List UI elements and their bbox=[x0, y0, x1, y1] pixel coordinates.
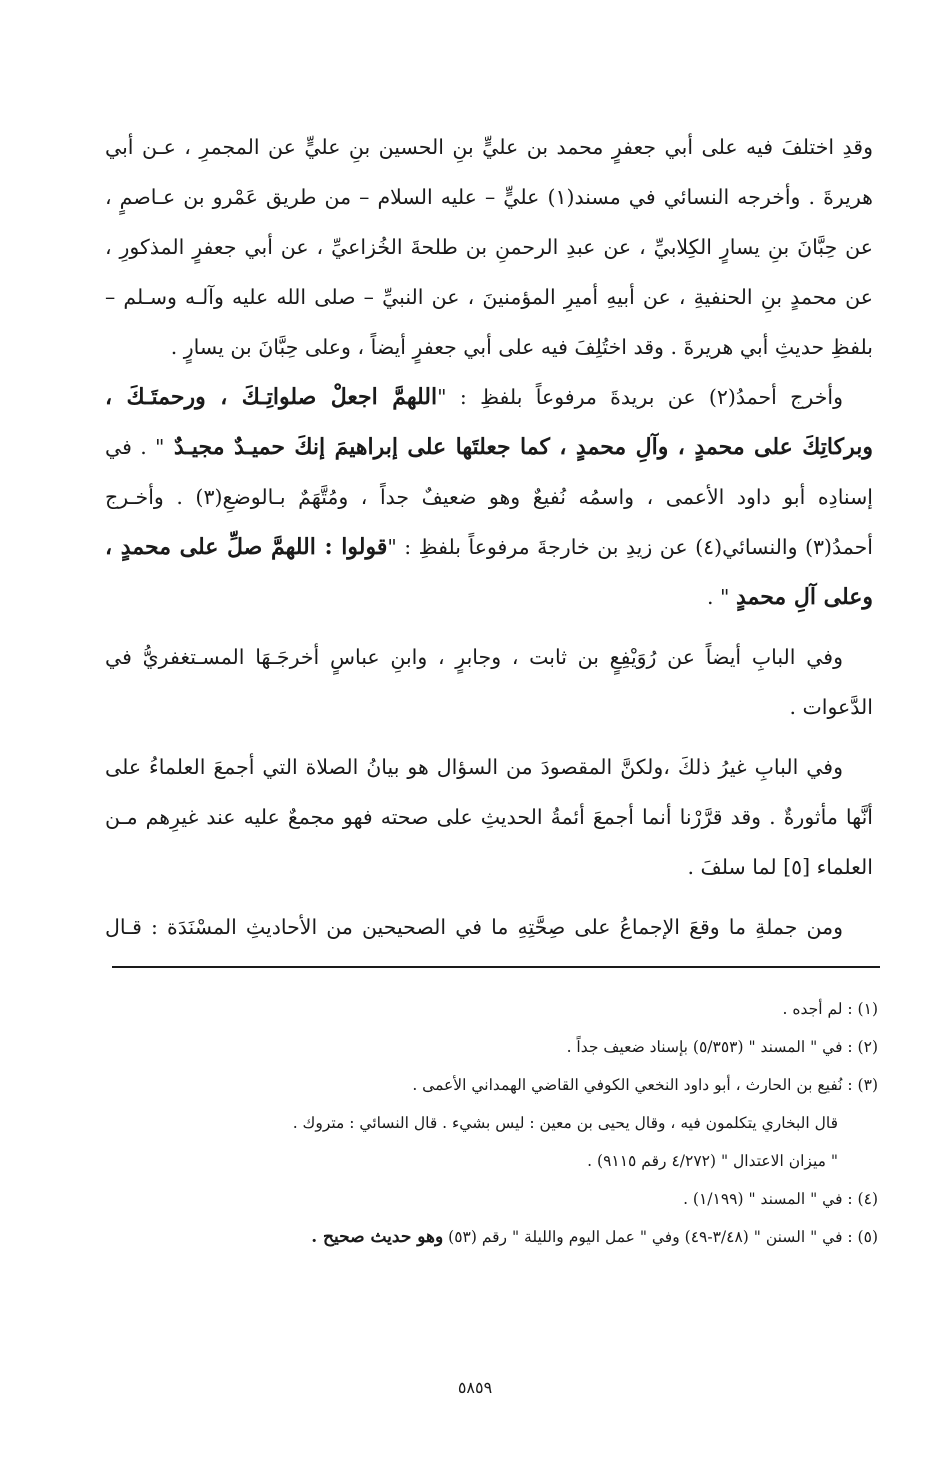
text-line: إسنادِه أبو داود الأعمى ، واسمُه نُفيعٌ وهو ضعيفٌ جداً ، ومُتَّهَمٌ بـالوضعِ(٣) . وأخـرج bbox=[105, 485, 873, 509]
footnote-item: (٢) : في " المسند " (٥/٣٥٣) بإسناد ضعيف جداً . bbox=[566, 1038, 878, 1056]
main-text-body bbox=[105, 122, 873, 952]
text-line: عن محمدٍ بنِ الحنفيةِ ، عن أبيهِ أميرِ المؤمنينَ ، عن النبيِّ – صلى الله عليه وآلـه وسـلم – bbox=[105, 285, 873, 309]
text-line: بلفظِ حديثِ أبي هريرةَ . وقد اختُلِفَ فيه على أبي جعفرٍ أيضاً ، وعلى حِبَّانَ بن يسارٍ . bbox=[170, 335, 873, 359]
page-number: ٥٨٥٩ bbox=[457, 1378, 493, 1397]
text-segment: وأخرج أحمدُ(٢) عن بريدةَ مرفوعاً بلفظِ : " bbox=[437, 385, 843, 409]
hadith-quote: اللهمَّ اجعلْ صلواتِـكَ ، ورحمتَـكَ ، bbox=[105, 384, 438, 410]
footnotes bbox=[105, 990, 878, 1256]
text-line: وفي البابِ غيرُ ذلكَ ،ولكنَّ المقصودَ من السؤال هو بيانُ الصلاة التي أجمعَ العلماءُ على bbox=[105, 755, 843, 779]
text-line: ومن جملةِ ما وقعَ الإجماعُ على صِحَّتِهِ ما في الصحيحين من الأحاديثِ المسْنَدَة : قـال bbox=[105, 915, 843, 939]
hadith-quote: وعلى آلِ محمدٍ bbox=[735, 584, 873, 610]
text-line: وفي البابِ أيضاً عن رُوَيْفِعٍ بن ثابت ، وجابرٍ ، وابنِ عباسٍ أخرجَـهَا المسـتغفريُّ في bbox=[105, 645, 843, 669]
footnote-verdict: وهو حديث صحيح . bbox=[311, 1227, 444, 1247]
footnote-continuation: " ميزان الاعتدال " (٤/٢٧٢ رقم ٩١١٥) . bbox=[587, 1152, 838, 1170]
footnote-item: (٤) : في " المسند " (١/١٩٩) . bbox=[683, 1190, 878, 1208]
text-line: هريرةَ . وأخرجه النسائي في مسند(١) عليٍّ – عليه السلام – من طريق عَمْرو بن عـاصمٍ ، bbox=[105, 185, 873, 209]
hadith-quote: قولوا : اللهمَّ صلِّ على محمدٍ ، bbox=[105, 534, 388, 560]
text-segment: أحمدُ(٣) والنسائي(٤) عن زيدِ بن خارجةَ مرفوعاً بلفظِ : " bbox=[387, 535, 873, 559]
hadith-quote: وبركاتِكَ على محمدٍ ، وآلِ محمدٍ ، كما جعلتَها على إبراهيمَ إنكَ حميـدٌ مجيـدٌ bbox=[173, 434, 873, 460]
text-segment: " . في bbox=[105, 435, 165, 459]
footnote-item: (٣) : نُفيع بن الحارث ، أبو داود النخعي الكوفي القاضي الهمداني الأعمى . bbox=[412, 1076, 878, 1094]
footnote-item bbox=[105, 1218, 878, 1256]
text-line: العلماء [٥] لما سلفَ . bbox=[687, 855, 873, 879]
text-line: عن حِبَّانَ بنِ يسارٍ الكِلابيِّ ، عن عبدِ الرحمنِ بن طلحةَ الخُزاعيِّ ، عن أبي جعفرٍ المذكورِ ، bbox=[105, 235, 873, 259]
text-line: وقدِ اختلفَ فيه على أبي جعفرٍ محمد بن عليٍّ بنِ الحسين بنِ عليٍّ عن المجمرِ ، عـن أبي bbox=[105, 135, 873, 159]
footnote-separator bbox=[112, 966, 880, 968]
text-line-mixed bbox=[105, 422, 873, 472]
footnote-continuation: قال البخاري يتكلمون فيه ، وقال يحيى بن معين : ليس بشيء . قال النسائي : متروك . bbox=[292, 1114, 838, 1132]
text-line-mixed bbox=[105, 572, 873, 622]
footnote-item: (١) : لم أجده . bbox=[782, 1000, 878, 1018]
footnote-text: (٥) : في " السنن " (٣/٤٨-٤٩) وفي " عمل اليوم والليلة " رقم (٥٣) bbox=[448, 1228, 878, 1246]
text-line-mixed bbox=[105, 522, 873, 572]
text-segment: " . bbox=[706, 585, 730, 609]
text-line: أنَّها مأثورةٌ . وقد قرَّرْنا أنما أجمعَ أئمةُ الحديثِ على صحته فهو مجمعٌ عليه عند غيرِهم مـن bbox=[105, 805, 873, 829]
text-line-mixed bbox=[105, 372, 873, 422]
text-line: الدَّعوات . bbox=[789, 695, 873, 719]
